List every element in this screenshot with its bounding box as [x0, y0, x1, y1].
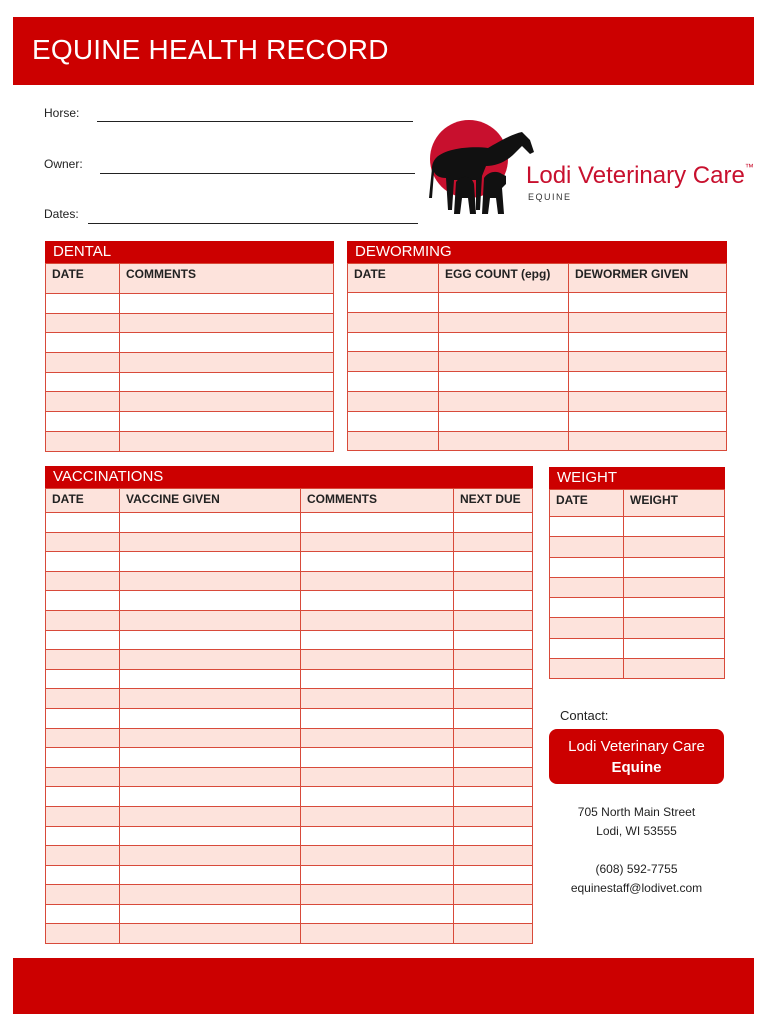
weight-entry-cell[interactable] [624, 598, 725, 618]
dental-entry-cell[interactable] [120, 431, 334, 451]
vaccinations-entry-cell[interactable] [454, 748, 533, 768]
vaccinations-entry-cell[interactable] [454, 532, 533, 552]
deworming-entry-cell[interactable] [348, 352, 439, 372]
weight-table-row [550, 537, 725, 557]
vaccinations-table [45, 488, 533, 944]
weight-table-row [550, 598, 725, 618]
vaccinations-entry-cell[interactable] [301, 513, 454, 533]
deworming-col-dewormer-given: DEWORMER GIVEN [569, 264, 727, 293]
vaccinations-entry-cell[interactable] [120, 552, 301, 572]
vaccinations-entry-cell[interactable] [46, 806, 120, 826]
deworming-entry-cell[interactable] [439, 411, 569, 431]
contact-address-line1: 705 North Main Street [577, 805, 696, 819]
vaccinations-table-row [46, 650, 533, 670]
vaccinations-entry-cell[interactable] [120, 532, 301, 552]
deworming-entry-cell[interactable] [569, 332, 727, 352]
owner-label: Owner: [44, 157, 83, 171]
contact-clinic-division: Equine [611, 759, 662, 776]
dental-entry-cell[interactable] [120, 294, 334, 314]
weight-entry-cell[interactable] [550, 517, 624, 537]
vaccinations-entry-cell[interactable] [454, 806, 533, 826]
vaccinations-entry-cell[interactable] [120, 610, 301, 630]
vaccinations-entry-cell[interactable] [120, 513, 301, 533]
vaccinations-entry-cell[interactable] [454, 708, 533, 728]
dental-entry-cell[interactable] [46, 392, 120, 412]
vaccinations-entry-cell[interactable] [301, 708, 454, 728]
vaccinations-table-row [46, 924, 533, 944]
weight-table-row [550, 517, 725, 537]
vaccinations-entry-cell[interactable] [120, 669, 301, 689]
deworming-entry-cell[interactable] [569, 431, 727, 451]
weight-col-weight: WEIGHT [624, 490, 725, 517]
vaccinations-entry-cell[interactable] [454, 885, 533, 905]
dental-section-header: DENTAL [45, 241, 334, 263]
vaccinations-entry-cell[interactable] [120, 650, 301, 670]
dental-table-row [46, 372, 334, 392]
deworming-entry-cell[interactable] [439, 372, 569, 392]
dental-entry-cell[interactable] [46, 372, 120, 392]
vaccinations-entry-cell[interactable] [301, 689, 454, 709]
vaccinations-entry-cell[interactable] [454, 669, 533, 689]
contact-clinic-badge [549, 729, 724, 784]
vaccinations-entry-cell[interactable] [301, 591, 454, 611]
deworming-table-row [348, 293, 727, 313]
vaccinations-entry-cell[interactable] [301, 610, 454, 630]
vaccinations-entry-cell[interactable] [301, 806, 454, 826]
dental-entry-cell[interactable] [120, 412, 334, 432]
weight-table-row [550, 618, 725, 638]
vaccinations-entry-cell[interactable] [120, 904, 301, 924]
logo-clinic-name: Lodi Veterinary Care™ [526, 162, 754, 189]
horse-dog-cat-silhouette-icon [426, 118, 536, 220]
weight-entry-cell[interactable] [550, 577, 624, 597]
vaccinations-entry-cell[interactable] [120, 689, 301, 709]
dental-col-comments: COMMENTS [120, 264, 334, 294]
deworming-entry-cell[interactable] [439, 293, 569, 313]
vaccinations-entry-cell[interactable] [46, 728, 120, 748]
weight-table-row [550, 659, 725, 679]
vaccinations-entry-cell[interactable] [301, 630, 454, 650]
vaccinations-entry-cell[interactable] [454, 865, 533, 885]
deworming-table-row [348, 372, 727, 392]
vaccinations-table-row [46, 806, 533, 826]
deworming-entry-cell[interactable] [348, 431, 439, 451]
weight-entry-cell[interactable] [624, 577, 725, 597]
vaccinations-table-row [46, 610, 533, 630]
dental-table [45, 263, 334, 452]
vaccinations-entry-cell[interactable] [454, 689, 533, 709]
vaccinations-entry-cell[interactable] [301, 904, 454, 924]
vaccinations-entry-cell[interactable] [454, 630, 533, 650]
vaccinations-entry-cell[interactable] [301, 552, 454, 572]
weight-entry-cell[interactable] [624, 659, 725, 679]
dental-entry-cell[interactable] [120, 392, 334, 412]
vaccinations-entry-cell[interactable] [301, 885, 454, 905]
clinic-logo [426, 118, 754, 220]
vaccinations-entry-cell[interactable] [46, 532, 120, 552]
weight-entry-cell[interactable] [550, 659, 624, 679]
dental-entry-cell[interactable] [46, 313, 120, 333]
vaccinations-entry-cell[interactable] [454, 513, 533, 533]
vaccinations-table-row [46, 865, 533, 885]
vaccinations-col-next-due: NEXT DUE [454, 489, 533, 513]
vaccinations-entry-cell[interactable] [120, 924, 301, 944]
vaccinations-entry-cell[interactable] [120, 885, 301, 905]
contact-clinic-name: Lodi Veterinary Care [568, 738, 705, 755]
vaccinations-table-row [46, 846, 533, 866]
deworming-entry-cell[interactable] [439, 332, 569, 352]
deworming-entry-cell[interactable] [348, 293, 439, 313]
deworming-entry-cell[interactable] [569, 352, 727, 372]
vaccinations-entry-cell[interactable] [454, 904, 533, 924]
vaccinations-entry-cell[interactable] [120, 846, 301, 866]
footer-band [13, 958, 754, 1014]
vaccinations-entry-cell[interactable] [454, 846, 533, 866]
deworming-entry-cell[interactable] [439, 352, 569, 372]
vaccinations-entry-cell[interactable] [301, 846, 454, 866]
dental-col-date: DATE [46, 264, 120, 294]
vaccinations-entry-cell[interactable] [46, 767, 120, 787]
weight-entry-cell[interactable] [624, 557, 725, 577]
contact-phone: (608) 592-7755 [595, 862, 678, 876]
vaccinations-entry-cell[interactable] [120, 826, 301, 846]
vaccinations-table-row [46, 767, 533, 787]
dental-table-row [46, 353, 334, 373]
vaccinations-table-row [46, 513, 533, 533]
vaccinations-entry-cell[interactable] [120, 591, 301, 611]
vaccinations-entry-cell[interactable] [454, 650, 533, 670]
contact-address-line2: Lodi, WI 53555 [596, 824, 677, 838]
deworming-entry-cell[interactable] [348, 312, 439, 332]
vaccinations-entry-cell[interactable] [301, 728, 454, 748]
dental-entry-cell[interactable] [46, 353, 120, 373]
vaccinations-entry-cell[interactable] [301, 532, 454, 552]
deworming-table-row [348, 332, 727, 352]
vaccinations-entry-cell[interactable] [454, 924, 533, 944]
dental-entry-cell[interactable] [46, 412, 120, 432]
dental-entry-cell[interactable] [46, 294, 120, 314]
deworming-entry-cell[interactable] [439, 312, 569, 332]
deworming-entry-cell[interactable] [348, 372, 439, 392]
vaccinations-table-row [46, 571, 533, 591]
weight-table-row [550, 577, 725, 597]
vaccinations-col-comments: COMMENTS [301, 489, 454, 513]
vaccinations-entry-cell[interactable] [120, 865, 301, 885]
vaccinations-entry-cell[interactable] [120, 728, 301, 748]
contact-label: Contact: [560, 708, 609, 723]
vaccinations-table-row [46, 689, 533, 709]
horse-field-line[interactable] [97, 121, 413, 122]
deworming-entry-cell[interactable] [439, 431, 569, 451]
vaccinations-entry-cell[interactable] [46, 708, 120, 728]
dental-table-row [46, 313, 334, 333]
vaccinations-table-row [46, 532, 533, 552]
vaccinations-entry-cell[interactable] [120, 748, 301, 768]
weight-entry-cell[interactable] [550, 618, 624, 638]
weight-entry-cell[interactable] [624, 618, 725, 638]
horse-label: Horse: [44, 106, 80, 120]
deworming-table [347, 263, 727, 451]
deworming-col-date: DATE [348, 264, 439, 293]
contact-email: equinestaff@lodivet.com [570, 881, 703, 895]
vaccinations-entry-cell[interactable] [46, 748, 120, 768]
vaccinations-entry-cell[interactable] [46, 591, 120, 611]
vaccinations-entry-cell[interactable] [301, 924, 454, 944]
vaccinations-entry-cell[interactable] [454, 610, 533, 630]
dental-table-row [46, 412, 334, 432]
logo-subtitle: EQUINE [528, 192, 572, 202]
dental-entry-cell[interactable] [120, 313, 334, 333]
vaccinations-entry-cell[interactable] [301, 748, 454, 768]
vaccinations-entry-cell[interactable] [120, 806, 301, 826]
vaccinations-table-row [46, 669, 533, 689]
deworming-entry-cell[interactable] [569, 391, 727, 411]
vaccinations-table-row [46, 787, 533, 807]
vaccinations-table-row [46, 708, 533, 728]
dental-table-row [46, 392, 334, 412]
weight-table-row [550, 638, 725, 658]
vaccinations-entry-cell[interactable] [301, 650, 454, 670]
dental-entry-cell[interactable] [46, 333, 120, 353]
deworming-table-row [348, 312, 727, 332]
vaccinations-table-row [46, 630, 533, 650]
deworming-entry-cell[interactable] [439, 391, 569, 411]
vaccinations-entry-cell[interactable] [46, 826, 120, 846]
vaccinations-table-row [46, 728, 533, 748]
deworming-table-row [348, 352, 727, 372]
vaccinations-section-header: VACCINATIONS [45, 466, 166, 488]
vaccinations-entry-cell[interactable] [46, 513, 120, 533]
vaccinations-entry-cell[interactable] [120, 787, 301, 807]
weight-entry-cell[interactable] [550, 557, 624, 577]
dental-entry-cell[interactable] [46, 431, 120, 451]
vaccinations-entry-cell[interactable] [301, 571, 454, 591]
vaccinations-entry-cell[interactable] [46, 787, 120, 807]
vaccinations-entry-cell[interactable] [120, 708, 301, 728]
vaccinations-entry-cell[interactable] [454, 571, 533, 591]
owner-field-line[interactable] [100, 173, 415, 174]
weight-table [549, 489, 725, 679]
weight-entry-cell[interactable] [550, 638, 624, 658]
vaccinations-entry-cell[interactable] [46, 669, 120, 689]
vaccinations-entry-cell[interactable] [454, 591, 533, 611]
deworming-table-row [348, 391, 727, 411]
vaccinations-header-bar [166, 466, 533, 488]
dental-table-row [46, 431, 334, 451]
deworming-entry-cell[interactable] [569, 293, 727, 313]
vaccinations-entry-cell[interactable] [46, 904, 120, 924]
weight-section-header: WEIGHT [549, 467, 725, 489]
vaccinations-entry-cell[interactable] [46, 846, 120, 866]
vaccinations-entry-cell[interactable] [46, 885, 120, 905]
weight-entry-cell[interactable] [550, 598, 624, 618]
vaccinations-entry-cell[interactable] [46, 552, 120, 572]
weight-col-date: DATE [550, 490, 624, 517]
vaccinations-col-date: DATE [46, 489, 120, 513]
dental-table-row [46, 294, 334, 314]
vaccinations-entry-cell[interactable] [454, 767, 533, 787]
weight-entry-cell[interactable] [624, 638, 725, 658]
deworming-table-row [348, 431, 727, 451]
deworming-entry-cell[interactable] [569, 312, 727, 332]
dental-table-row [46, 333, 334, 353]
deworming-entry-cell[interactable] [348, 332, 439, 352]
vaccinations-table-row [46, 904, 533, 924]
vaccinations-entry-cell[interactable] [454, 826, 533, 846]
weight-entry-cell[interactable] [624, 537, 725, 557]
page-title: EQUINE HEALTH RECORD [32, 34, 389, 65]
vaccinations-entry-cell[interactable] [46, 630, 120, 650]
weight-entry-cell[interactable] [550, 537, 624, 557]
deworming-section-header: DEWORMING [347, 241, 727, 263]
weight-table-row [550, 557, 725, 577]
vaccinations-entry-cell[interactable] [46, 689, 120, 709]
vaccinations-table-row [46, 748, 533, 768]
deworming-col-egg-count: EGG COUNT (epg) [439, 264, 569, 293]
vaccinations-entry-cell[interactable] [454, 787, 533, 807]
vaccinations-entry-cell[interactable] [120, 571, 301, 591]
vaccinations-entry-cell[interactable] [46, 571, 120, 591]
dates-field-line[interactable] [88, 223, 418, 224]
deworming-entry-cell[interactable] [569, 411, 727, 431]
vaccinations-entry-cell[interactable] [46, 610, 120, 630]
vaccinations-table-row [46, 552, 533, 572]
dental-entry-cell[interactable] [120, 333, 334, 353]
dental-entry-cell[interactable] [120, 372, 334, 392]
deworming-table-row [348, 411, 727, 431]
vaccinations-entry-cell[interactable] [46, 865, 120, 885]
vaccinations-col-vaccine-given: VACCINE GIVEN [120, 489, 301, 513]
vaccinations-table-row [46, 591, 533, 611]
deworming-entry-cell[interactable] [348, 411, 439, 431]
vaccinations-table-row [46, 826, 533, 846]
vaccinations-entry-cell[interactable] [301, 865, 454, 885]
weight-entry-cell[interactable] [624, 517, 725, 537]
vaccinations-entry-cell[interactable] [301, 767, 454, 787]
vaccinations-entry-cell[interactable] [301, 669, 454, 689]
vaccinations-entry-cell[interactable] [454, 552, 533, 572]
vaccinations-table-row [46, 885, 533, 905]
vaccinations-entry-cell[interactable] [301, 787, 454, 807]
vaccinations-entry-cell[interactable] [301, 826, 454, 846]
dates-label: Dates: [44, 207, 79, 221]
deworming-entry-cell[interactable] [348, 391, 439, 411]
vaccinations-entry-cell[interactable] [46, 650, 120, 670]
vaccinations-entry-cell[interactable] [454, 728, 533, 748]
vaccinations-entry-cell[interactable] [120, 630, 301, 650]
vaccinations-entry-cell[interactable] [46, 924, 120, 944]
vaccinations-entry-cell[interactable] [120, 767, 301, 787]
deworming-entry-cell[interactable] [569, 372, 727, 392]
dental-entry-cell[interactable] [120, 353, 334, 373]
